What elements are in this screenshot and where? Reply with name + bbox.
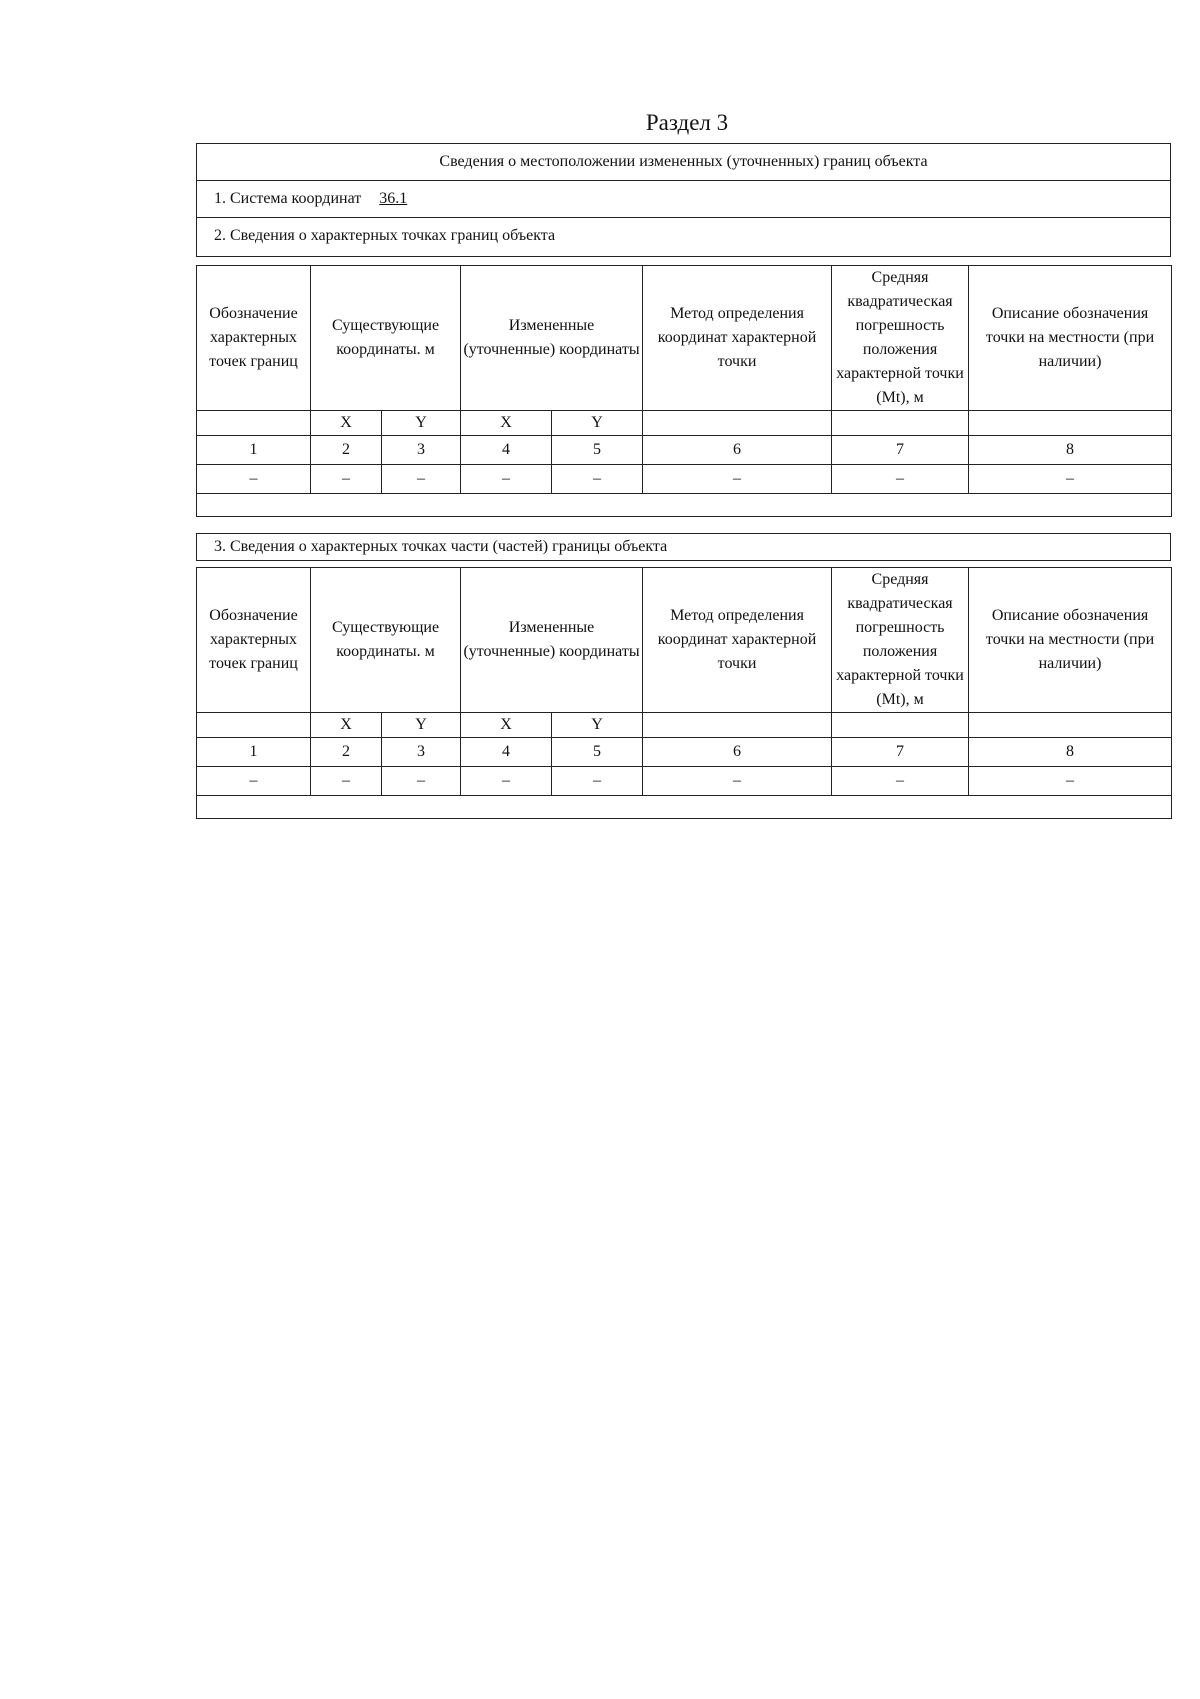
table-cell: – — [643, 767, 832, 796]
table-subheader-row — [197, 411, 1172, 436]
table-cell: – — [552, 767, 643, 796]
table-row — [197, 465, 1172, 494]
empty-cell — [832, 713, 969, 738]
points-section-label: 2. Сведения о характерных точках границ объекта — [214, 227, 556, 244]
column-number: 2 — [311, 436, 382, 465]
column-number: 4 — [461, 436, 552, 465]
empty-cell — [643, 713, 832, 738]
col-method: Метод определения координат характерной точки — [643, 266, 832, 411]
column-number: 6 — [643, 738, 832, 767]
col-changed-coords: Измененные (уточненные) координаты — [461, 266, 643, 411]
column-number: 1 — [197, 738, 311, 767]
coordinate-system-row — [197, 181, 1170, 218]
table-cell: – — [197, 767, 311, 796]
table-cell: – — [382, 465, 461, 494]
table-cell: – — [311, 465, 382, 494]
column-number-row — [197, 738, 1172, 767]
part-boundary-points-table — [196, 567, 1172, 819]
column-number: 3 — [382, 436, 461, 465]
column-number: 5 — [552, 738, 643, 767]
col-existing-coords: Существующие координаты. м — [311, 568, 461, 713]
table-row — [197, 767, 1172, 796]
coordinate-system-label: 1. Система координат — [214, 190, 362, 207]
col-error: Средняя квадратическая погрешность положения характерной точки (Mt), м — [832, 568, 969, 713]
col-x: X — [311, 411, 382, 436]
coordinate-system-value: 36.1 — [379, 190, 408, 207]
table-cell: – — [461, 465, 552, 494]
boundary-points-table — [196, 265, 1172, 517]
empty-row — [197, 494, 1172, 517]
empty-cell — [197, 713, 311, 738]
empty-cell — [969, 713, 1172, 738]
table-cell: – — [969, 465, 1172, 494]
col-description: Описание обозначения точки на местности (при наличии) — [969, 568, 1172, 713]
column-number: 7 — [832, 436, 969, 465]
column-number: 4 — [461, 738, 552, 767]
col-method: Метод определения координат характерной точки — [643, 568, 832, 713]
col-error: Средняя квадратическая погрешность положения характерной точки (Mt), м — [832, 266, 969, 411]
col-designation: Обозначение характерных точек границ — [197, 266, 311, 411]
column-number-row — [197, 436, 1172, 465]
column-number: 1 — [197, 436, 311, 465]
col-designation: Обозначение характерных точек границ — [197, 568, 311, 713]
table-cell: – — [643, 465, 832, 494]
col-y: Y — [382, 713, 461, 738]
table-cell: – — [382, 767, 461, 796]
column-number: 8 — [969, 436, 1172, 465]
empty-row — [197, 796, 1172, 819]
column-number: 7 — [832, 738, 969, 767]
empty-cell — [197, 494, 1172, 517]
empty-cell — [197, 411, 311, 436]
table-cell: – — [311, 767, 382, 796]
column-number: 5 — [552, 436, 643, 465]
empty-cell — [832, 411, 969, 436]
column-number: 2 — [311, 738, 382, 767]
section-3-label: 3. Сведения о характерных точках части (частей) границы объекта — [196, 533, 1171, 561]
col-y: Y — [552, 713, 643, 738]
table-subheader-row — [197, 713, 1172, 738]
page-title: Раздел 3 — [645, 110, 729, 135]
col-y: Y — [382, 411, 461, 436]
col-existing-coords: Существующие координаты. м — [311, 266, 461, 411]
col-x: X — [461, 713, 552, 738]
table-cell: – — [832, 465, 969, 494]
column-number: 6 — [643, 436, 832, 465]
col-description: Описание обозначения точки на местности (при наличии) — [969, 266, 1172, 411]
table-cell: – — [197, 465, 311, 494]
column-number: 8 — [969, 738, 1172, 767]
col-y: Y — [552, 411, 643, 436]
table-header-row — [197, 568, 1172, 713]
table-cell: – — [461, 767, 552, 796]
col-x: X — [461, 411, 552, 436]
empty-cell — [197, 796, 1172, 819]
empty-cell — [969, 411, 1172, 436]
boundary-info-header — [196, 143, 1171, 257]
empty-cell — [643, 411, 832, 436]
col-x: X — [311, 713, 382, 738]
table-cell: – — [832, 767, 969, 796]
col-changed-coords: Измененные (уточненные) координаты — [461, 568, 643, 713]
table-cell: – — [969, 767, 1172, 796]
table-cell: – — [552, 465, 643, 494]
header-caption: Сведения о местоположении измененных (уточненных) границ объекта — [197, 144, 1170, 181]
column-number: 3 — [382, 738, 461, 767]
table-header-row — [197, 266, 1172, 411]
